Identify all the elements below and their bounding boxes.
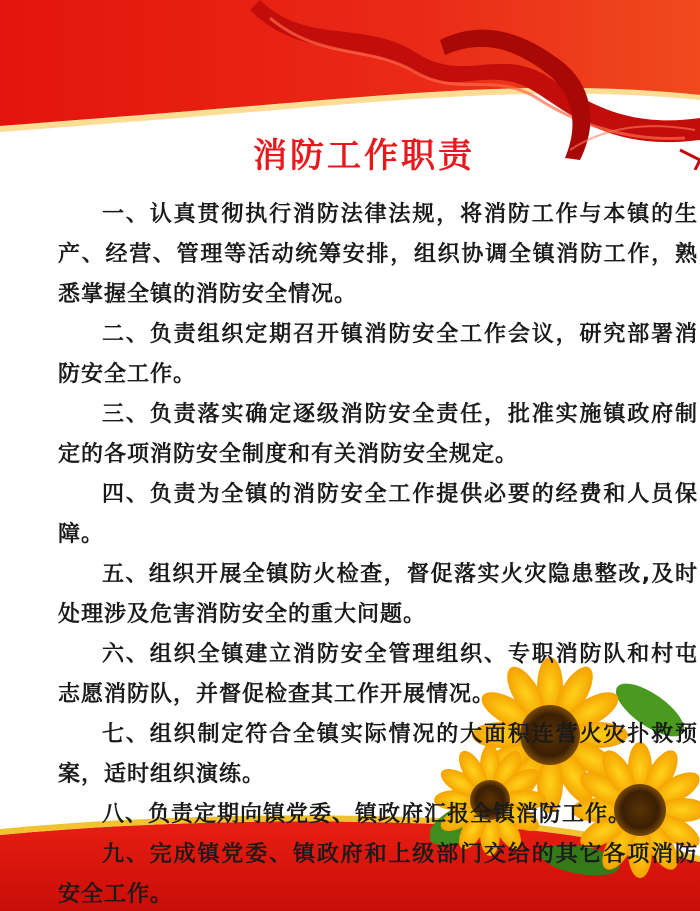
duty-item-2: 二、负责组织定期召开镇消防安全工作会议，研究部署消防安全工作。 xyxy=(58,322,698,387)
duty-item-1: 一、认真贯彻执行消防法律法规，将消防工作与本镇的生产、经营、管理等活动统筹安排，组织协调全镇消防工作，熟悉掌握全镇的消防安全情况。 xyxy=(58,202,698,307)
poster-title: 消防工作职责 xyxy=(253,136,475,176)
duty-item-5: 五、组织开展全镇防火检查，督促落实火灾隐患整改,及时处理涉及危害消防安全的重大问题。 xyxy=(58,562,698,627)
duty-item-4: 四、负责为全镇的消防安全工作提供必要的经费和人员保障。 xyxy=(58,482,698,547)
duty-item-8: 八、负责定期向镇党委、镇政府汇报全镇消防工作。 xyxy=(102,802,632,827)
duty-item-3: 三、负责落实确定逐级消防安全责任，批准实施镇政府制定的各项消防安全制度和有关消防安全规定。 xyxy=(58,402,698,467)
duty-item-9: 九、完成镇党委、镇政府和上级部门交给的其它各项消防安全工作。 xyxy=(58,842,698,907)
duty-item-7: 七、组织制定符合全镇实际情况的大面积连营火灾扑救预案，适时组织演练。 xyxy=(58,722,698,787)
duty-item-6: 六、组织全镇建立消防安全管理组织、专职消防队和村屯志愿消防队，并督促检查其工作开展情况。 xyxy=(58,642,698,707)
duty-list xyxy=(58,195,698,911)
